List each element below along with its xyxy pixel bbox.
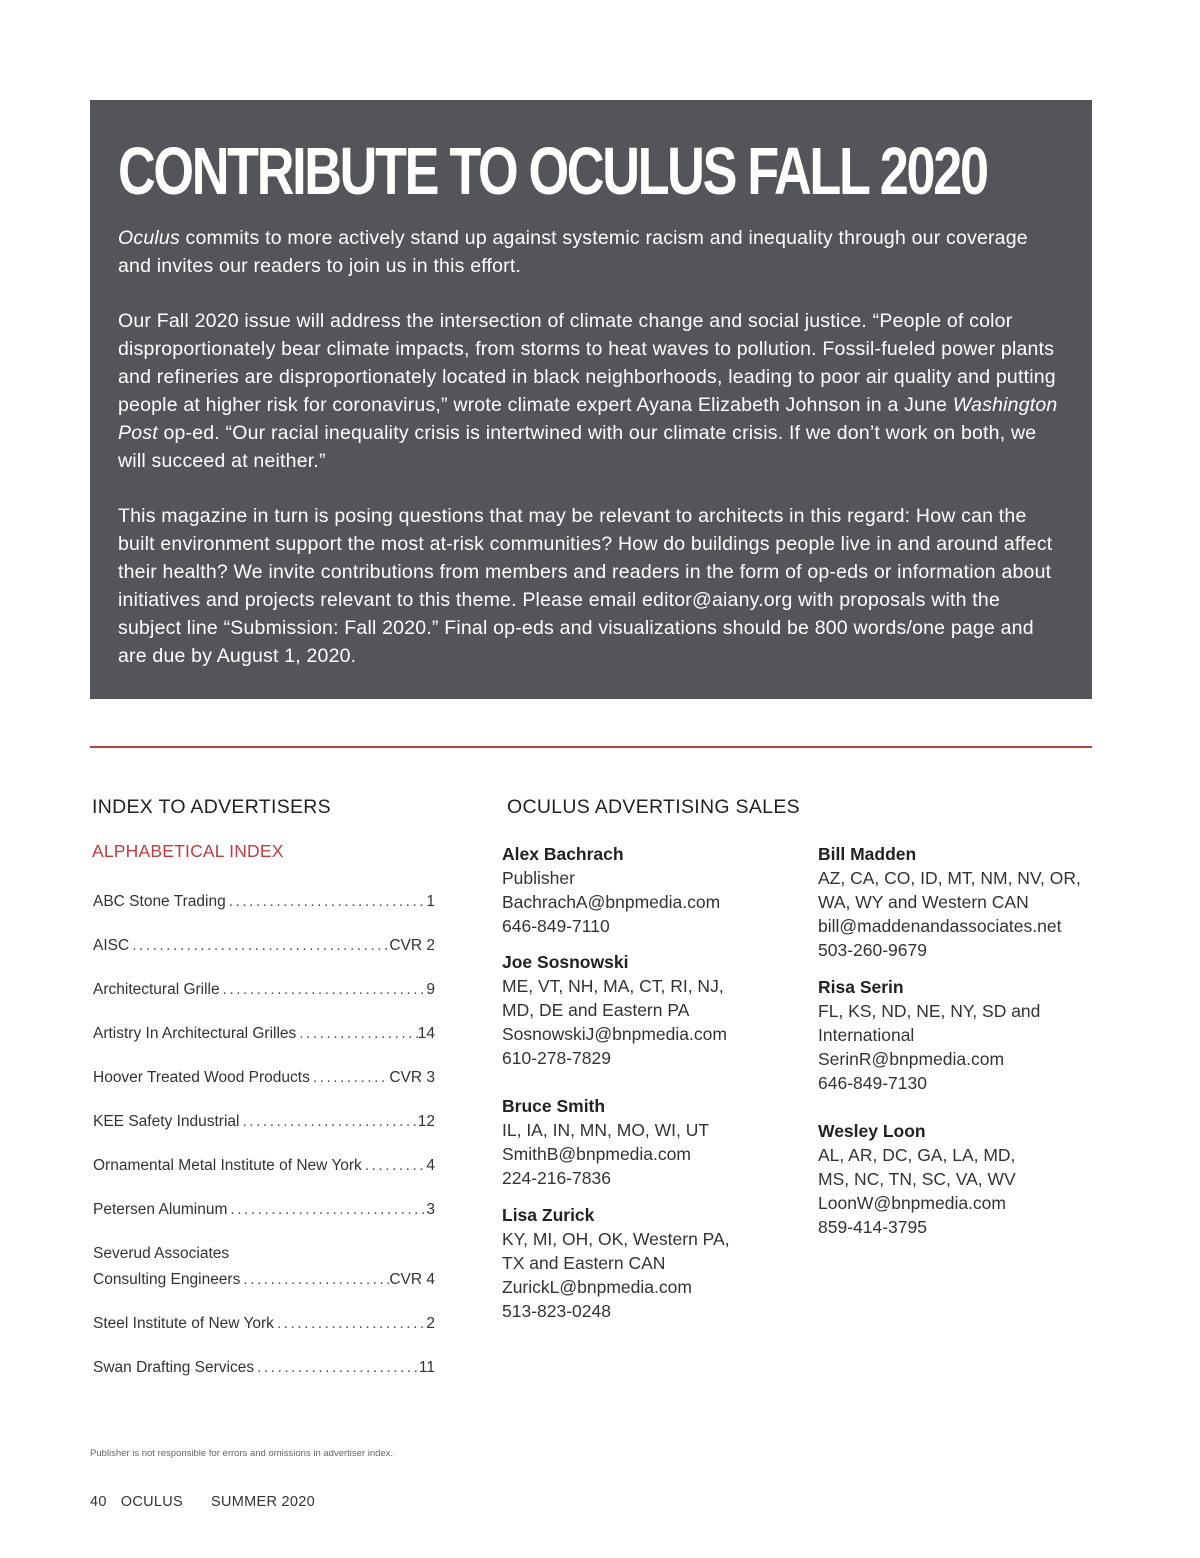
magazine-name: OCULUS	[120, 1494, 183, 1510]
advertiser-row	[93, 978, 435, 1002]
leader-dots	[310, 1066, 390, 1090]
rep-phone: 646-849-7130	[818, 1073, 927, 1093]
advertiser-page: 9	[426, 981, 435, 998]
advertiser-row	[93, 1198, 435, 1222]
leader-dots	[240, 1268, 389, 1292]
rep-line: IL, IA, IN, MN, MO, WI, UT	[502, 1120, 710, 1140]
rep-name: Lisa Zurick	[502, 1205, 595, 1225]
rep-email: ZurickL@bnpmedia.com	[502, 1277, 692, 1297]
advertiser-name: Artistry In Architectural Grilles	[93, 1025, 297, 1042]
advertiser-page: 2	[426, 1315, 435, 1332]
rep-line: TX and Eastern CAN	[502, 1253, 666, 1273]
rep-line: ME, VT, NH, MA, CT, RI, NJ,	[502, 976, 724, 996]
advertiser-row	[93, 1312, 435, 1336]
rep-line: International	[818, 1025, 915, 1045]
rep-name: Wesley Loon	[818, 1121, 926, 1141]
sales-heading: OCULUS ADVERTISING SALES	[507, 796, 800, 818]
advertiser-row	[93, 1066, 435, 1090]
sales-rep	[818, 842, 1108, 962]
leader-dots	[226, 890, 427, 914]
advertiser-name: Steel Institute of New York	[93, 1315, 274, 1332]
advertiser-name: ABC Stone Trading	[93, 893, 226, 910]
advertiser-name-line-1: Severud Associates	[93, 1245, 230, 1262]
rep-phone: 646-849-7110	[502, 916, 610, 936]
advertiser-page: 12	[417, 1113, 435, 1130]
rep-email: SmithB@bnpmedia.com	[502, 1144, 691, 1164]
advertiser-name: Swan Drafting Services	[93, 1359, 255, 1376]
washington-post-italic: Washington Post	[118, 394, 1058, 444]
rep-email: LoonW@bnpmedia.com	[818, 1193, 1006, 1213]
contribute-callout	[90, 100, 1092, 699]
advertiser-name: AISC	[93, 937, 130, 954]
rep-phone: 513-823-0248	[502, 1301, 611, 1321]
index-heading: INDEX TO ADVERTISERS	[92, 796, 331, 818]
advertiser-page: 11	[418, 1359, 435, 1376]
oculus-italic: Oculus	[118, 227, 180, 249]
rep-phone: 610-278-7829	[502, 1048, 611, 1068]
rep-line: MS, NC, TN, SC, VA, WV	[818, 1169, 1016, 1189]
advertiser-page: 3	[426, 1201, 435, 1218]
leader-dots	[296, 1022, 417, 1046]
advertiser-row	[93, 1268, 435, 1292]
leader-dots	[362, 1154, 427, 1178]
advertiser-name: Consulting Engineers	[93, 1271, 241, 1288]
rep-name: Bruce Smith	[502, 1096, 606, 1116]
sales-rep	[818, 975, 1108, 1095]
red-divider	[90, 746, 1092, 748]
advertiser-name: KEE Safety Industrial	[93, 1113, 240, 1130]
leader-dots	[220, 978, 427, 1002]
rep-email: SosnowskiJ@bnpmedia.com	[502, 1024, 727, 1044]
rep-phone: 859-414-3795	[818, 1217, 927, 1237]
sales-rep	[502, 842, 802, 938]
rep-name: Joe Sosnowski	[502, 952, 629, 972]
rep-line: AZ, CA, CO, ID, MT, NM, NV, OR,	[818, 868, 1081, 888]
rep-phone: 224-216-7836	[502, 1168, 611, 1188]
advertiser-row	[93, 890, 435, 914]
advertiser-page: CVR 4	[389, 1271, 435, 1288]
callout-p1-text: commits to more actively stand up against systemic racism and inequality through our coverage and invites our readers to join us in this effort.	[118, 227, 1028, 277]
advertiser-row	[93, 1356, 435, 1380]
rep-email: SerinR@bnpmedia.com	[818, 1049, 1005, 1069]
leader-dots	[129, 934, 389, 958]
rep-email: BachrachA@bnpmedia.com	[502, 892, 721, 912]
rep-line: FL, KS, ND, NE, NY, SD and	[818, 1001, 1041, 1021]
advertiser-page: CVR 3	[389, 1069, 435, 1086]
sales-column-2	[818, 842, 1108, 1239]
advertiser-name: Architectural Grille	[93, 981, 220, 998]
leader-dots	[227, 1198, 426, 1222]
advertiser-name: Hoover Treated Wood Products	[93, 1069, 310, 1086]
issue-name: SUMMER 2020	[210, 1494, 315, 1510]
leader-dots	[254, 1356, 419, 1380]
rep-line: MD, DE and Eastern PA	[502, 1000, 690, 1020]
callout-paragraph-1	[118, 224, 1058, 280]
advertiser-row	[93, 934, 435, 958]
callout-paragraph-3: This magazine in turn is posing questions that may be relevant to architects in this regard: How can the built environment support the most at-risk communities? How do buildings people live in and around affect their health? We invite contributions from members and readers in the form of op-eds or information about initiatives and projects relevant to this theme. Please email editor@aiany.org with proposals with the subject line “Submission: Fall 2020.” Final op-eds and visualizations should be 800 words/one page and are due by August 1, 2020.	[118, 505, 1053, 667]
index-disclaimer: Publisher is not responsible for errors and omissions in advertiser index.	[90, 1448, 394, 1459]
advertiser-page: 1	[426, 893, 435, 910]
sales-rep	[818, 1119, 1108, 1239]
callout-p2-text-b: op-ed. “Our racial inequality crisis is intertwined with our climate crisis. If we don’t work on both, we will succeed at neither.”	[118, 422, 1037, 472]
rep-name: Bill Madden	[818, 844, 917, 864]
callout-title: CONTRIBUTE TO OCULUS FALL 2020	[118, 134, 987, 209]
advertiser-row	[93, 1110, 435, 1134]
rep-name: Risa Serin	[818, 977, 904, 997]
rep-email: bill@maddenandassociates.net	[818, 916, 1062, 936]
advertiser-page: 4	[426, 1157, 435, 1174]
sales-rep	[502, 1203, 802, 1323]
advertiser-name: Petersen Aluminum	[93, 1201, 228, 1218]
advertiser-page: 14	[417, 1025, 435, 1042]
advertiser-page: CVR 2	[389, 937, 435, 954]
sales-rep	[502, 950, 802, 1070]
rep-line: WA, WY and Western CAN	[818, 892, 1029, 912]
rep-line: Publisher	[502, 868, 575, 888]
page-number: 40	[90, 1494, 107, 1510]
page-footer	[90, 1494, 337, 1510]
callout-paragraph-2	[118, 307, 1058, 475]
callout-p2-text-a: Our Fall 2020 issue will address the intersection of climate change and social justice. “People of color disproportionately bear climate impacts, from storms to heat waves to pollution. Fossil-fueled power plants and refineries are disproportionately located in black neighborhoods, leading to poor air quality and putting people at higher risk for coronavirus,” wrote climate expert Ayana Elizabeth Johnson in a June	[118, 310, 1056, 416]
leader-dots	[274, 1312, 426, 1336]
rep-phone: 503-260-9679	[818, 940, 927, 960]
rep-name: Alex Bachrach	[502, 844, 624, 864]
sales-column-1	[502, 842, 802, 1323]
advertiser-row	[93, 1154, 435, 1178]
rep-line: AL, AR, DC, GA, LA, MD,	[818, 1145, 1016, 1165]
alphabetical-index-subheading: ALPHABETICAL INDEX	[92, 841, 284, 861]
advertiser-name: Ornamental Metal Institute of New York	[93, 1157, 362, 1174]
advertiser-list	[93, 890, 435, 1400]
sales-rep	[502, 1094, 802, 1190]
advertiser-row	[93, 1022, 435, 1046]
leader-dots	[239, 1110, 417, 1134]
rep-line: KY, MI, OH, OK, Western PA,	[502, 1229, 730, 1249]
